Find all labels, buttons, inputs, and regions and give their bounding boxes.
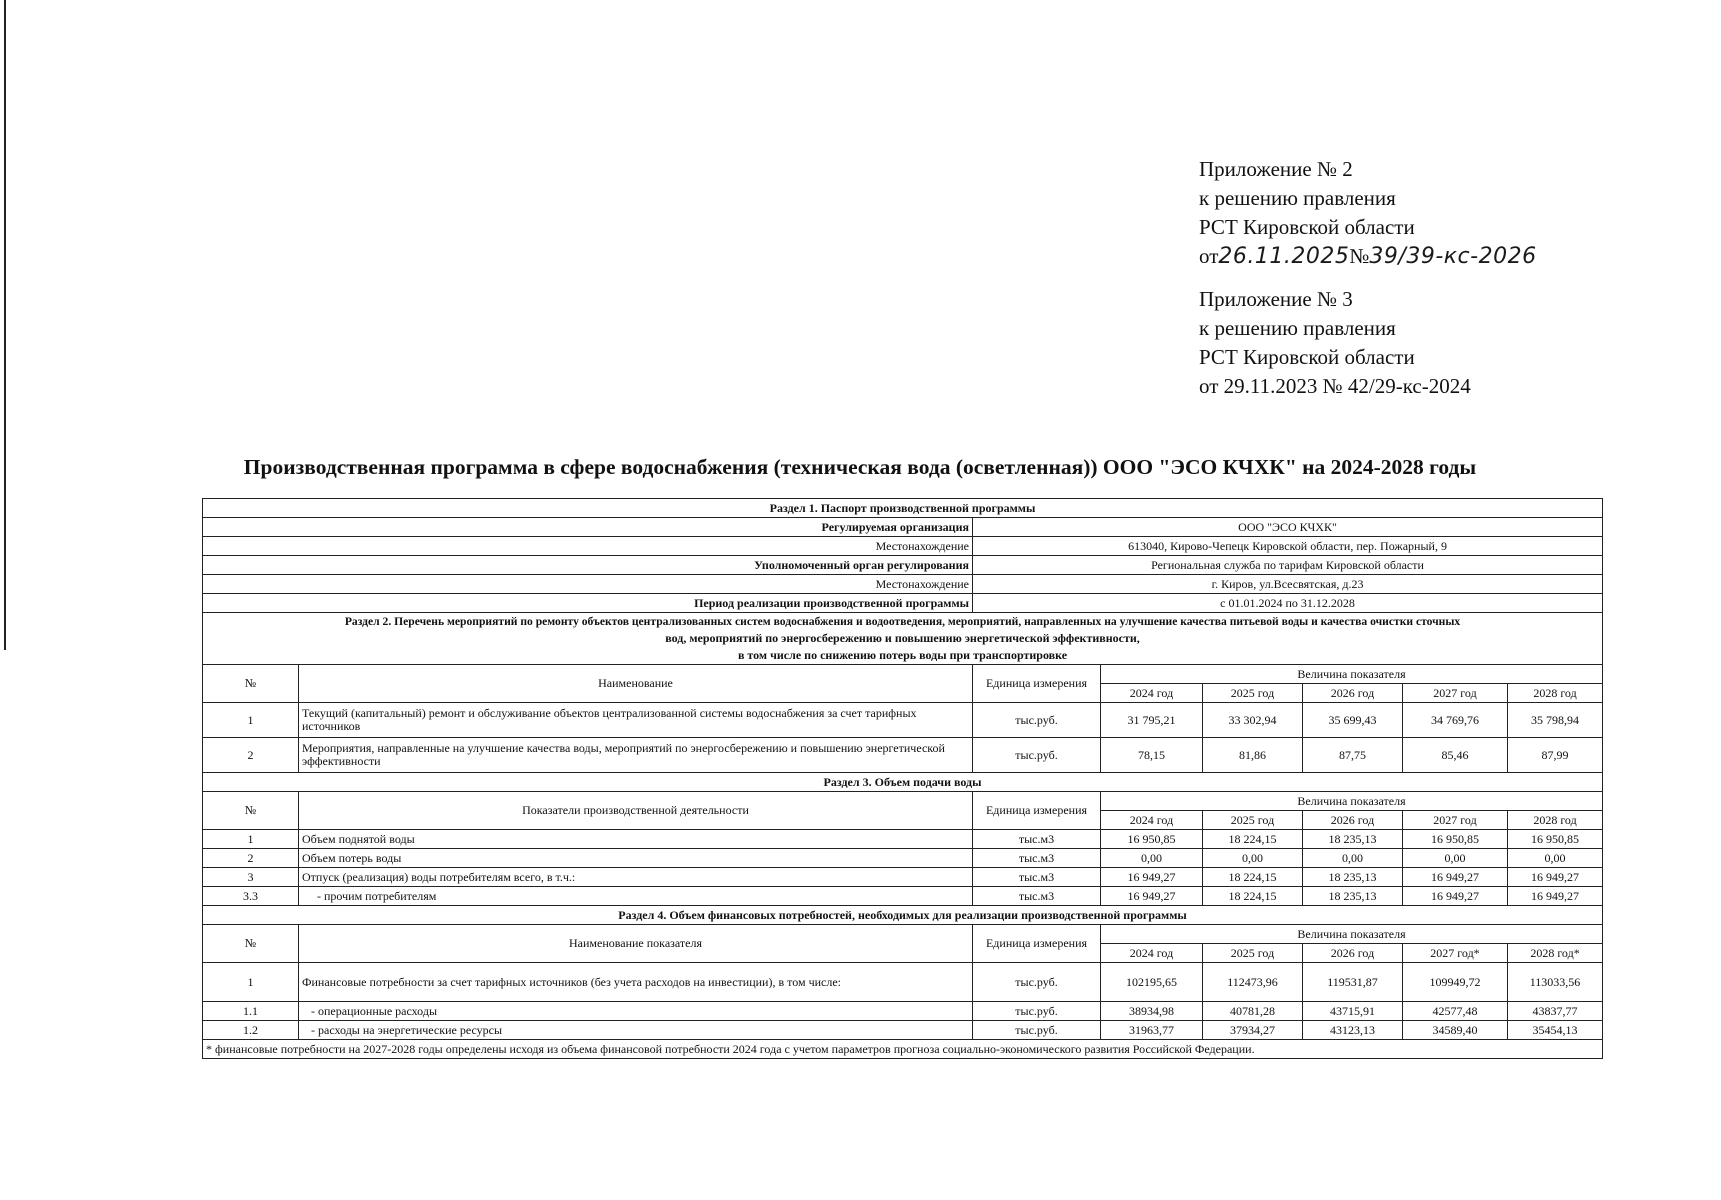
- passport-value: Региональная служба по тарифам Кировской области: [973, 556, 1603, 575]
- document-title: Производственная программа в сфере водоснабжения (техническая вода (осветленная)) ООО "ЭСО КЧХК" на 2024-2028 годы: [243, 455, 1477, 479]
- appendix-authority: РСТ Кировской области: [1199, 215, 1415, 239]
- row-number: 3.3: [203, 887, 299, 906]
- row-value: 112473,96: [1203, 963, 1303, 1002]
- section1-title-row: [203, 499, 1603, 518]
- page-edge-line: [4, 0, 6, 650]
- row-name: Отпуск (реализация) воды потребителям всего, в т.ч.:: [299, 868, 973, 887]
- row-value: 16 949,27: [1101, 887, 1203, 906]
- year-header: 2025 год: [1203, 944, 1303, 963]
- row-unit: тыс.руб.: [973, 1002, 1101, 1021]
- row-name: - прочим потребителям: [299, 887, 973, 906]
- row-value: 16 950,85: [1508, 830, 1603, 849]
- row-value: 119531,87: [1303, 963, 1403, 1002]
- row-number: 1: [203, 963, 299, 1002]
- year-header: 2028 год: [1508, 684, 1603, 703]
- section4-title-row: [203, 906, 1603, 925]
- row-value: 109949,72: [1403, 963, 1508, 1002]
- row-value: 35 699,43: [1303, 703, 1403, 738]
- passport-label: Период реализации производственной программы: [203, 594, 973, 613]
- col-value-header: Величина показателя: [1101, 925, 1603, 944]
- date-prefix: от: [1199, 244, 1219, 268]
- row-value: 16 949,27: [1101, 868, 1203, 887]
- passport-value: ООО "ЭСО КЧХК": [973, 518, 1603, 537]
- row-value: 18 224,15: [1203, 830, 1303, 849]
- col-unit-header: Единица измерения: [973, 665, 1101, 703]
- table-row: [203, 1021, 1603, 1040]
- row-name: Мероприятия, направленные на улучшение качества воды, мероприятий по энергосбережению и повышению энергетической эффективности: [299, 738, 973, 773]
- row-value: 43837,77: [1508, 1002, 1603, 1021]
- number-sign: №: [1349, 244, 1370, 268]
- year-header: 2024 год: [1101, 684, 1203, 703]
- section-title-line: в том числе по снижению потерь воды при транспортировке: [737, 648, 1068, 662]
- passport-value: г. Киров, ул.Всесвятская, д.23: [973, 575, 1603, 594]
- year-header: 2027 год: [1403, 684, 1508, 703]
- row-value: 35454,13: [1508, 1021, 1603, 1040]
- row-value: 40781,28: [1203, 1002, 1303, 1021]
- col-name-header: Наименование показателя: [299, 925, 973, 963]
- row-value: 37934,27: [1203, 1021, 1303, 1040]
- passport-label: Уполномоченный орган регулирования: [203, 556, 973, 575]
- section-title: [203, 613, 1603, 665]
- section3-title-row: [203, 773, 1603, 792]
- row-value: 33 302,94: [1203, 703, 1303, 738]
- row-number: 2: [203, 849, 299, 868]
- table-row: [203, 887, 1603, 906]
- row-value: 34589,40: [1403, 1021, 1508, 1040]
- row-value: 31 795,21: [1101, 703, 1203, 738]
- row-value: 102195,65: [1101, 963, 1203, 1002]
- row-value: 18 235,13: [1303, 887, 1403, 906]
- row-value: 35 798,94: [1508, 703, 1603, 738]
- appendix-subtitle: к решению правления: [1199, 186, 1396, 210]
- section-title: Раздел 4. Объем финансовых потребностей, необходимых для реализации производственной программы: [203, 906, 1603, 925]
- row-name: Объем поднятой воды: [299, 830, 973, 849]
- handwritten-date: 26.11.2025: [1218, 244, 1350, 269]
- row-value: 16 950,85: [1101, 830, 1203, 849]
- year-header: 2028 год*: [1508, 944, 1603, 963]
- year-header: 2026 год: [1303, 811, 1403, 830]
- row-name: - операционные расходы: [299, 1002, 973, 1021]
- row-name: - расходы на энергетические ресурсы: [299, 1021, 973, 1040]
- row-value: 81,86: [1203, 738, 1303, 773]
- section2-header-row: [203, 665, 1603, 684]
- row-value: 16 950,85: [1403, 830, 1508, 849]
- appendix-subtitle: к решению правления: [1199, 316, 1396, 340]
- row-value: 16 949,27: [1403, 887, 1508, 906]
- row-unit: тыс.м3: [973, 868, 1101, 887]
- year-header: 2028 год: [1508, 811, 1603, 830]
- appendix-title: Приложение № 2: [1199, 157, 1353, 181]
- footnote: * финансовые потребности на 2027-2028 годы определены исходя из объема финансовой потребности 2024 года с учетом параметров прогноза социально-экономического развития Российской Федерации.: [203, 1040, 1603, 1059]
- appendix-prior-header: [1199, 285, 1471, 401]
- row-unit: тыс.м3: [973, 849, 1101, 868]
- table-row: [203, 963, 1603, 1002]
- appendix-title: Приложение № 3: [1199, 287, 1353, 311]
- row-unit: тыс.м3: [973, 830, 1101, 849]
- row-value: 113033,56: [1508, 963, 1603, 1002]
- row-unit: тыс.руб.: [973, 703, 1101, 738]
- section2-title-row: [203, 613, 1603, 665]
- row-value: 87,99: [1508, 738, 1603, 773]
- row-value: 43715,91: [1303, 1002, 1403, 1021]
- passport-row: [203, 575, 1603, 594]
- section-title-line: Раздел 2. Перечень мероприятий по ремонту объектов централизованных систем водоснабжения и водоотведения, мероприятий, направленных на улучшение качества питьевой воды и качества очистки сточных: [344, 615, 1461, 628]
- row-name: Финансовые потребности за счет тарифных источников (без учета расходов на инвестиции), в том числе:: [299, 963, 973, 1002]
- row-value: 38934,98: [1101, 1002, 1203, 1021]
- table-row: [203, 703, 1603, 738]
- year-header: 2025 год: [1203, 811, 1303, 830]
- row-name: Объем потерь воды: [299, 849, 973, 868]
- row-value: 0,00: [1303, 849, 1403, 868]
- row-value: 0,00: [1508, 849, 1603, 868]
- section-title-line: вод, мероприятий по энергосбережению и повышению энергетической эффективности,: [665, 631, 1140, 645]
- table-row: [203, 868, 1603, 887]
- row-value: 43123,13: [1303, 1021, 1403, 1040]
- appendix-current-header: [1199, 155, 1537, 271]
- row-number: 1: [203, 830, 299, 849]
- col-number-header: №: [203, 792, 299, 830]
- row-unit: тыс.руб.: [973, 738, 1101, 773]
- row-unit: тыс.руб.: [973, 1021, 1101, 1040]
- year-header: 2026 год: [1303, 944, 1403, 963]
- col-value-header: Величина показателя: [1101, 792, 1603, 811]
- row-number: 2: [203, 738, 299, 773]
- col-name-header: Наименование: [299, 665, 973, 703]
- section-title: Раздел 1. Паспорт производственной программы: [203, 499, 1603, 518]
- row-value: 16 949,27: [1508, 887, 1603, 906]
- year-header: 2024 год: [1101, 811, 1203, 830]
- row-value: 18 224,15: [1203, 868, 1303, 887]
- row-value: 18 235,13: [1303, 830, 1403, 849]
- row-value: 42577,48: [1403, 1002, 1508, 1021]
- year-header: 2027 год*: [1403, 944, 1508, 963]
- row-value: 18 235,13: [1303, 868, 1403, 887]
- table-row: [203, 738, 1603, 773]
- passport-row: [203, 594, 1603, 613]
- footnote-row: [203, 1040, 1603, 1059]
- col-value-header: Величина показателя: [1101, 665, 1603, 684]
- appendix-date-number: [1199, 242, 1537, 271]
- passport-label: Местонахождение: [203, 575, 973, 594]
- section3-header-row: [203, 792, 1603, 811]
- section4-header-row: [203, 925, 1603, 944]
- passport-label: Регулируемая организация: [203, 518, 973, 537]
- table-row: [203, 849, 1603, 868]
- production-program-table: [202, 498, 1603, 1059]
- row-number: 3: [203, 868, 299, 887]
- row-unit: тыс.руб.: [973, 963, 1101, 1002]
- row-value: 87,75: [1303, 738, 1403, 773]
- table-row: [203, 830, 1603, 849]
- passport-value: с 01.01.2024 по 31.12.2028: [973, 594, 1603, 613]
- row-value: 16 949,27: [1403, 868, 1508, 887]
- col-number-header: №: [203, 665, 299, 703]
- section-title: Раздел 3. Объем подачи воды: [203, 773, 1603, 792]
- year-header: 2025 год: [1203, 684, 1303, 703]
- appendix-authority: РСТ Кировской области: [1199, 345, 1415, 369]
- row-value: 31963,77: [1101, 1021, 1203, 1040]
- passport-row: [203, 556, 1603, 575]
- passport-label: Местонахождение: [203, 537, 973, 556]
- row-value: 85,46: [1403, 738, 1508, 773]
- row-value: 0,00: [1403, 849, 1508, 868]
- col-unit-header: Единица измерения: [973, 792, 1101, 830]
- row-number: 1.2: [203, 1021, 299, 1040]
- year-header: 2027 год: [1403, 811, 1508, 830]
- row-number: 1: [203, 703, 299, 738]
- year-header: 2026 год: [1303, 684, 1403, 703]
- year-header: 2024 год: [1101, 944, 1203, 963]
- row-value: 34 769,76: [1403, 703, 1508, 738]
- row-name: Текущий (капитальный) ремонт и обслуживание объектов централизованной системы водоснабжения за счет тарифных источников: [299, 703, 973, 738]
- passport-value: 613040, Кирово-Чепецк Кировской области, пер. Пожарный, 9: [973, 537, 1603, 556]
- appendix-date-number: от 29.11.2023 № 42/29-кс-2024: [1199, 374, 1471, 398]
- col-unit-header: Единица измерения: [973, 925, 1101, 963]
- handwritten-number: 39/39-кс-2026: [1369, 244, 1537, 269]
- col-name-header: Показатели производственной деятельности: [299, 792, 973, 830]
- passport-row: [203, 518, 1603, 537]
- table-row: [203, 1002, 1603, 1021]
- row-value: 0,00: [1203, 849, 1303, 868]
- col-number-header: №: [203, 925, 299, 963]
- row-value: 78,15: [1101, 738, 1203, 773]
- row-unit: тыс.м3: [973, 887, 1101, 906]
- row-number: 1.1: [203, 1002, 299, 1021]
- row-value: 16 949,27: [1508, 868, 1603, 887]
- passport-row: [203, 537, 1603, 556]
- row-value: 0,00: [1101, 849, 1203, 868]
- row-value: 18 224,15: [1203, 887, 1303, 906]
